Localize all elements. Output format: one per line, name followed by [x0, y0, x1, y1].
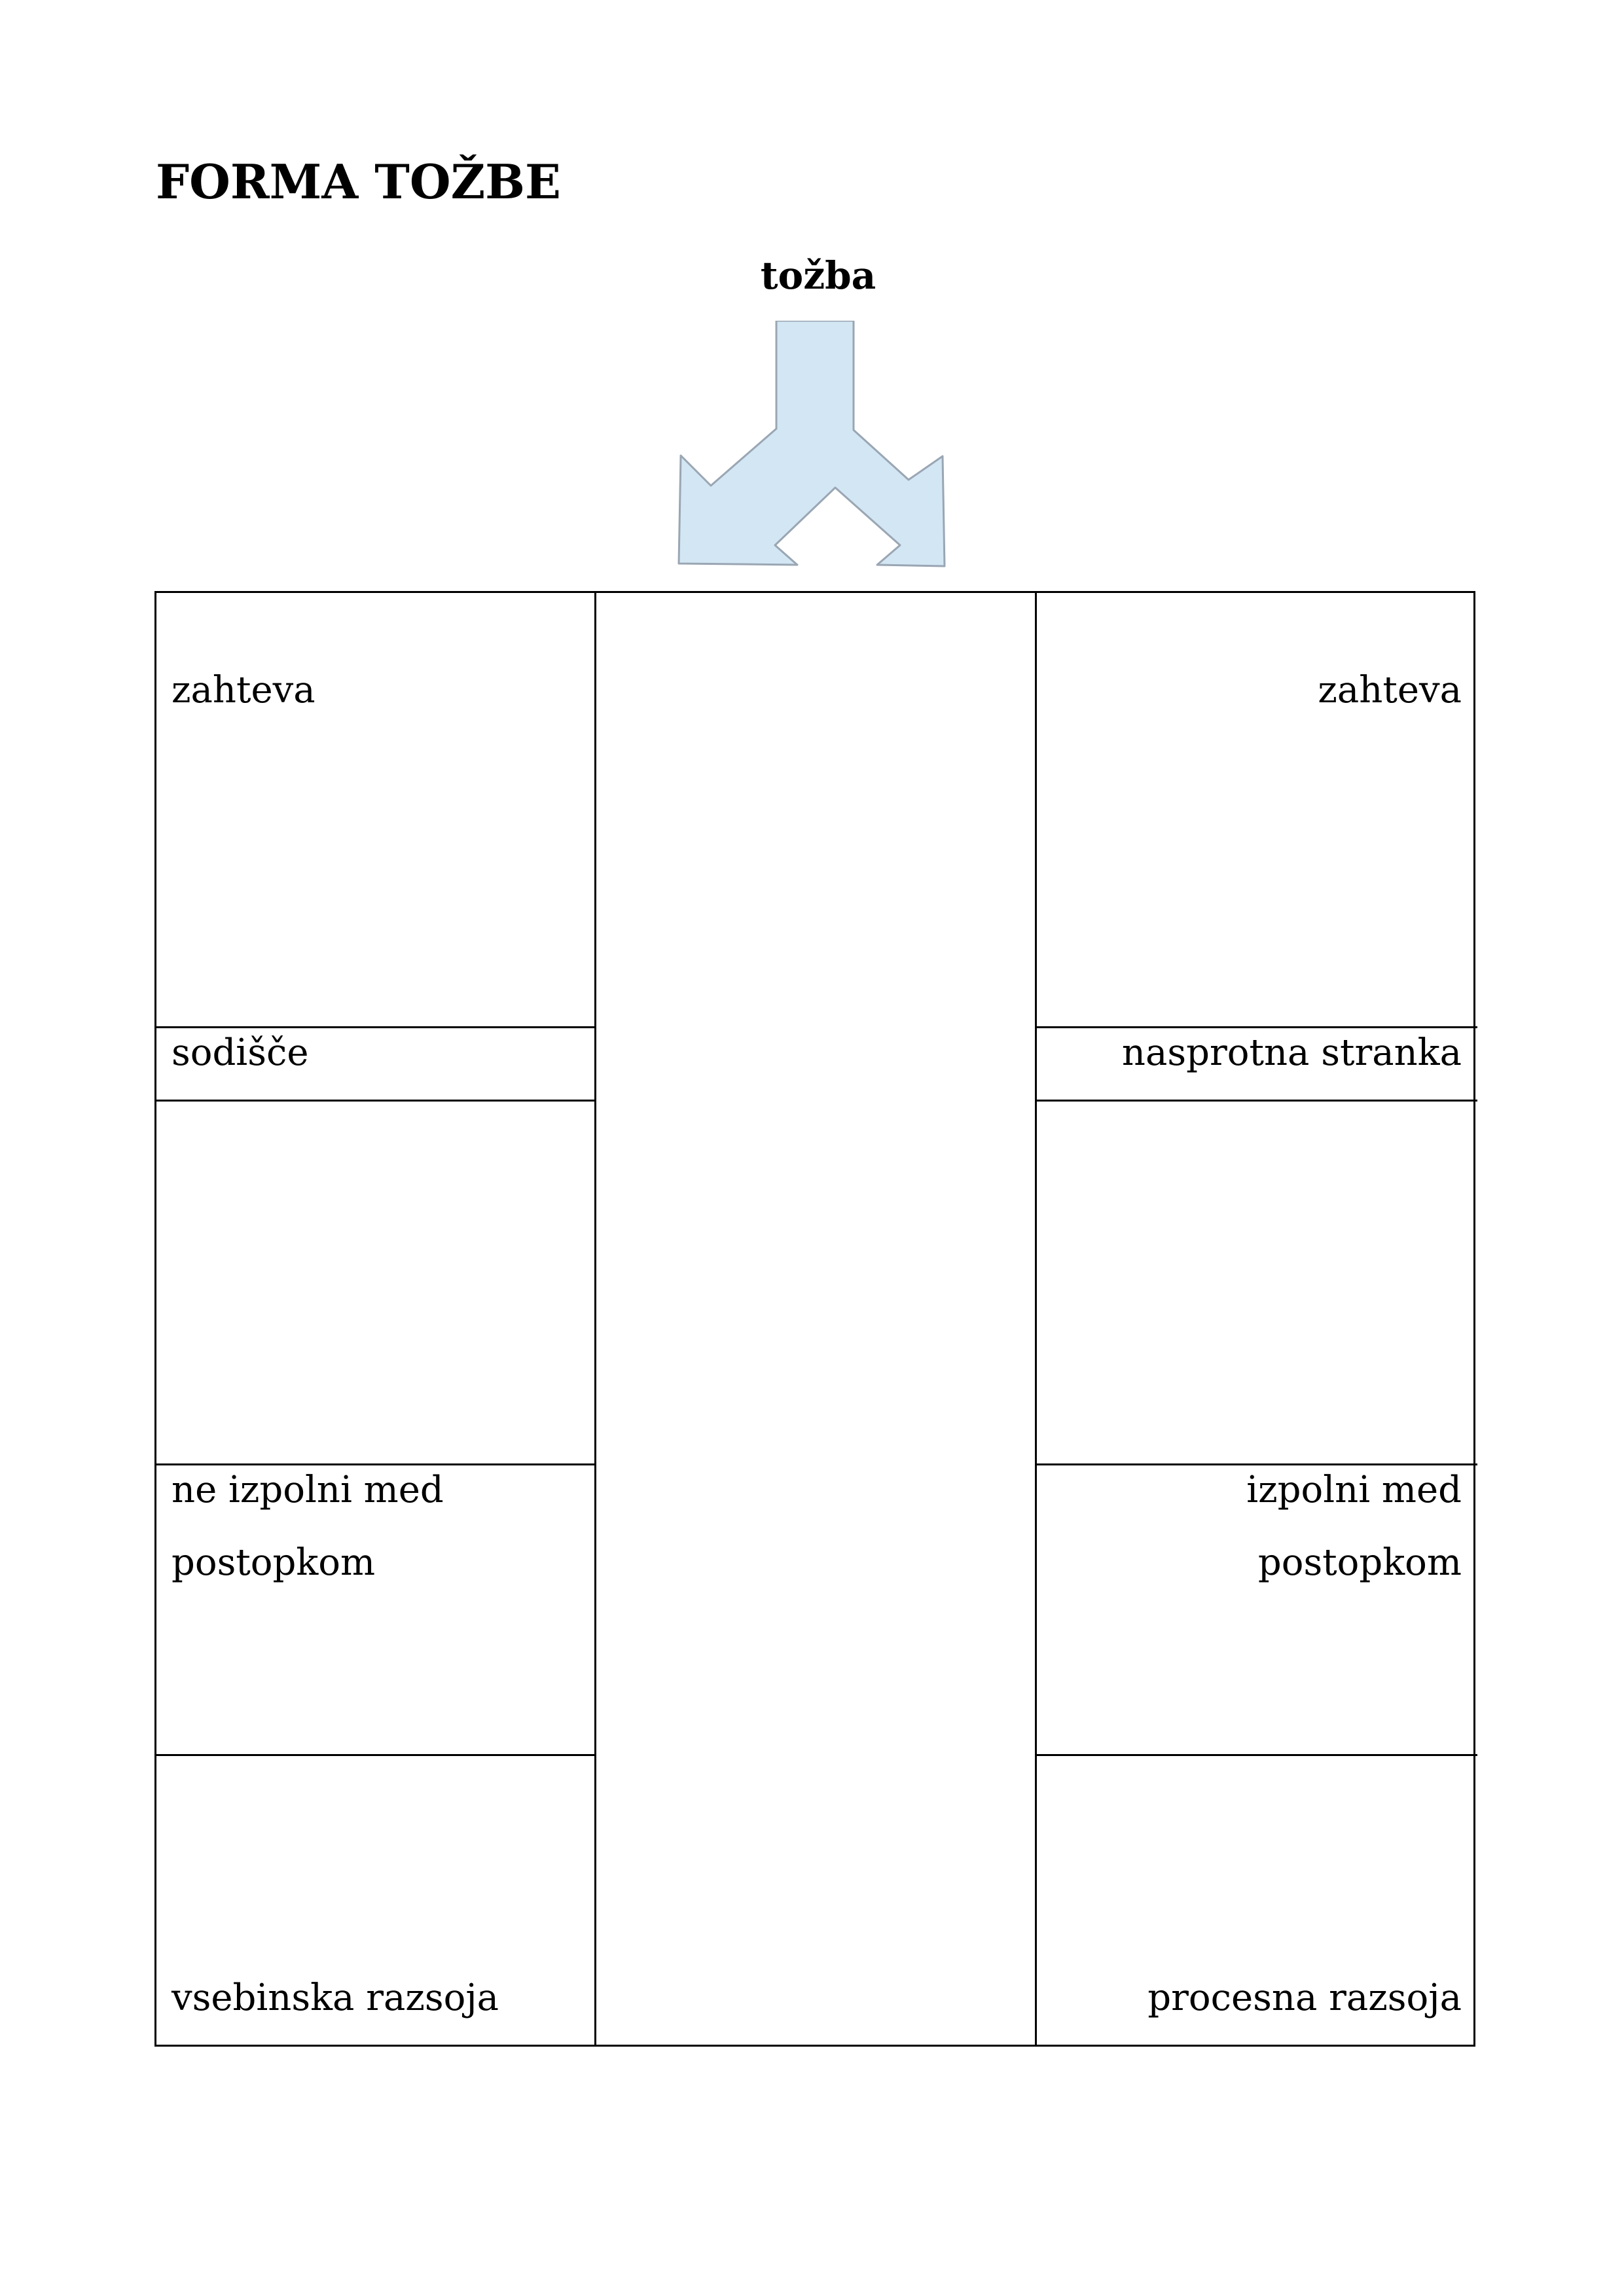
right-zahteva-label: zahteva: [1318, 669, 1462, 711]
left-ne-izpolni-line1: ne izpolni med: [171, 1469, 444, 1511]
split-arrow-icon: [674, 321, 956, 569]
column-divider-right: [1035, 591, 1037, 2047]
column-divider-left: [594, 591, 596, 2047]
right-izpolni-line1: izpolni med: [1246, 1469, 1462, 1511]
tozba-label: tožba: [760, 253, 876, 298]
left-zahteva-label: zahteva: [171, 669, 316, 711]
right-procesna-razsoja-label: procesna razsoja: [1147, 1977, 1462, 2019]
left-row-divider-2: [154, 1100, 596, 1102]
split-arrow-shape: [679, 321, 945, 566]
left-row-divider-4: [154, 1754, 596, 1756]
right-nasprotna-stranka-label: nasprotna stranka: [1121, 1031, 1462, 1074]
left-sodisce-label: sodišče: [171, 1031, 309, 1074]
left-vsebinska-razsoja-label: vsebinska razsoja: [171, 1977, 499, 2019]
right-izpolni-line2: postopkom: [1257, 1541, 1462, 1584]
right-row-divider-4: [1036, 1754, 1477, 1756]
page-title: FORMA TOŽBE: [156, 154, 561, 209]
left-ne-izpolni-line2: postopkom: [171, 1541, 376, 1584]
tozba-form-table: [154, 591, 1475, 2047]
right-row-divider-2: [1036, 1100, 1477, 1102]
